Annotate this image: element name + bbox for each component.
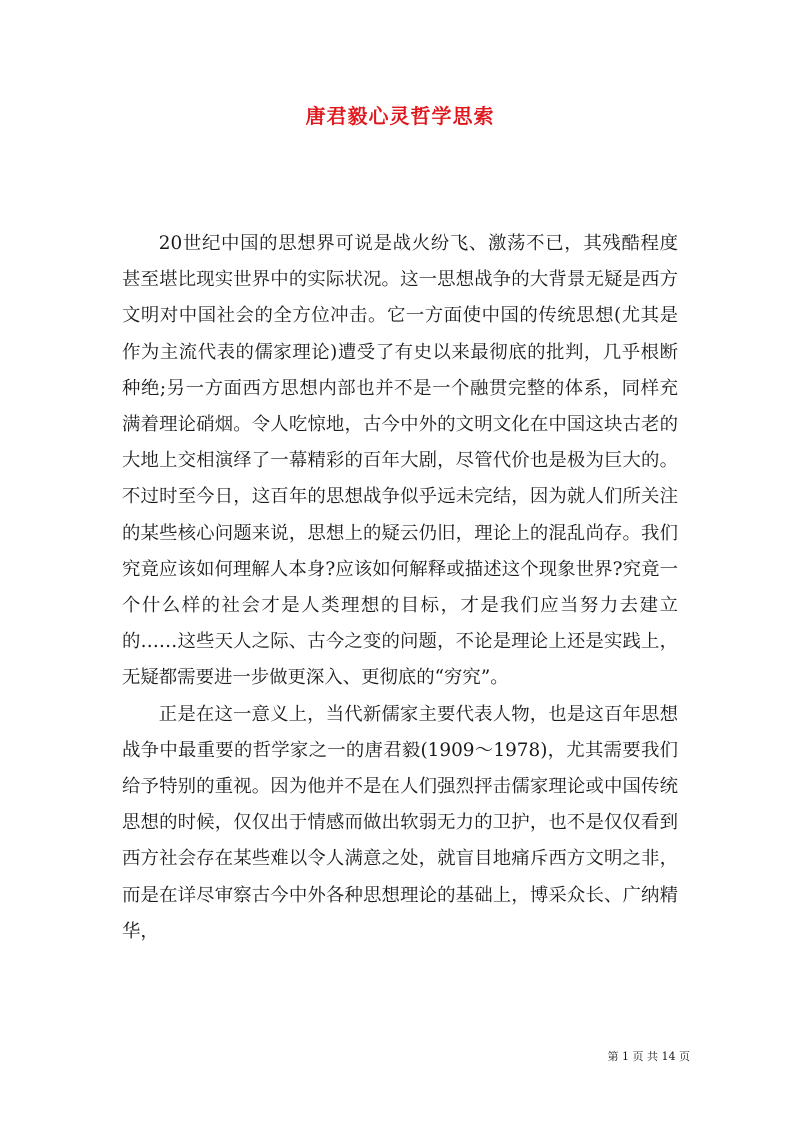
paragraph-2: 正是在这一意义上，当代新儒家主要代表人物，也是这百年思想战争中最重要的哲学家之一的唐君毅(1909～1978)，尤其需要我们给予特别的重视。因为他并不是在人们强烈抨击儒家理论或中国传统思想的时候，仅仅出于情感而做出软弱无力的卫护，也不是仅仅看到西方社会存在某些难以令人满意之处，就盲目地痛斥西方文明之非，而是在详尽审察古今中外各种思想理论的基础上，博采众长、广纳精华， xyxy=(122,703,678,942)
document-title: 唐君毅心灵哲学思索 xyxy=(305,104,495,128)
page-number-footer: 第 1 页 共 14 页 xyxy=(607,1050,690,1063)
paragraph-1: 20世纪中国的思想界可说是战火纷飞、激荡不已，其残酷程度甚至堪比现实世界中的实际状况。这一思想战争的大背景无疑是西方文明对中国社会的全方位冲击。它一方面使中国的传统思想(尤其是作为主流代表的儒家理论)遭受了有史以来最彻底的批判，几乎根断种绝;另一方面西方思想内部也并不是一个融贯完整的体系，同样充满着理论硝烟。令人吃惊地，古今中外的文明文化在中国这块古老的大地上交相演绎了一幕精彩的百年大剧，尽管代价也是极为巨大的。不过时至今日，这百年的思想战争似乎远未完结，因为就人们所关注的某些核心问题来说，思想上的疑云仍旧，理论上的混乱尚存。我们究竟应该如何理解人本身?应该如何解释或描述这个现象世界?究竟一个什么样的社会才是人类理想的目标，才是我们应当努力去建立的……这些天人之际、古今之变的问题，不论是理论上还是实践上，无疑都需要进一步做更深入、更彻底的“穷究”。 xyxy=(122,233,678,689)
document-body xyxy=(122,226,678,950)
